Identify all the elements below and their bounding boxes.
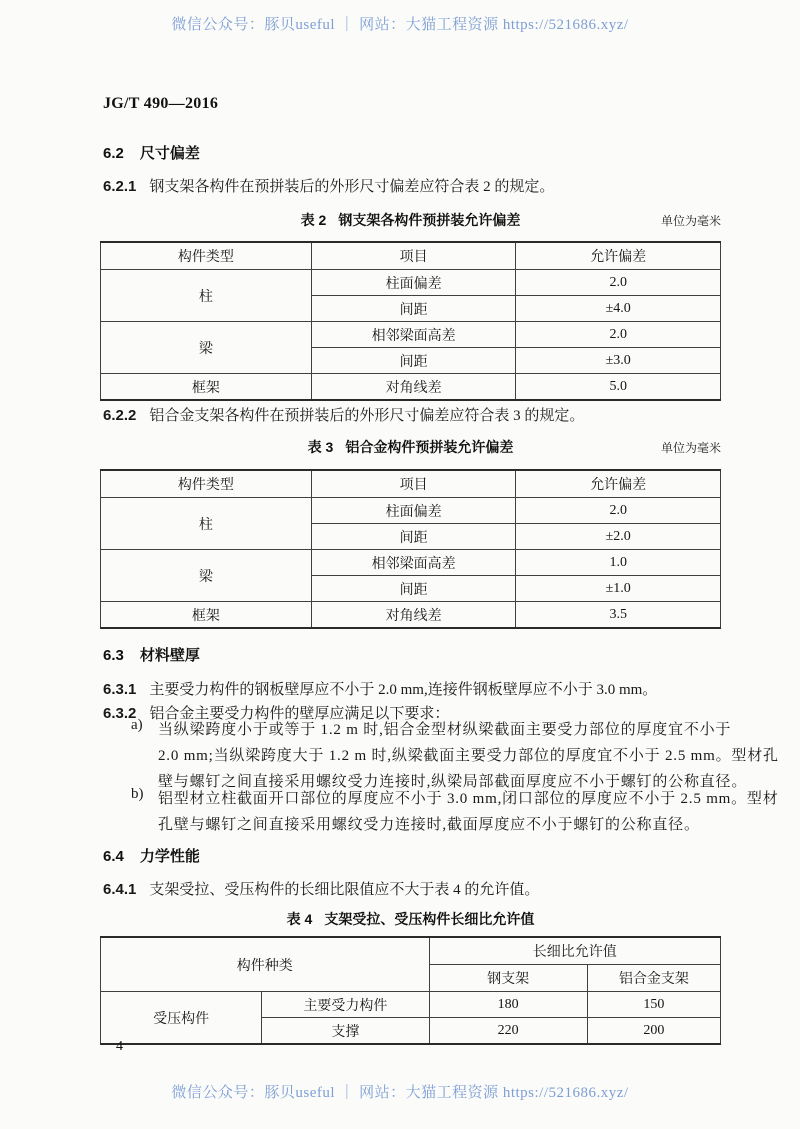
table-cell-item: 相邻梁面高差 [311, 322, 516, 348]
table-cell-value: 2.0 [516, 270, 721, 296]
clause-number: 6.2.1 [103, 178, 137, 195]
table-cell-value: 180 [429, 992, 587, 1018]
table-cell-item: 柱面偏差 [311, 498, 516, 524]
table-cell-type: 梁 [101, 322, 312, 374]
table-2 [100, 241, 721, 401]
list-item-a-text [158, 717, 800, 795]
table-cell-value: 3.5 [516, 602, 721, 629]
table-cell-value: 200 [587, 1018, 720, 1045]
section-number: 6.3 [103, 647, 124, 664]
text-line: 铝型材立柱截面开口部位的厚度应不小于 3.0 mm,闭口部位的厚度应不小于 2.5 mm。型材 [158, 791, 779, 807]
table-2-caption [301, 212, 521, 228]
list-item-a [0, 717, 800, 795]
table-cell-value: 220 [429, 1018, 587, 1045]
table-cell-item: 相邻梁面高差 [311, 550, 516, 576]
table-cell-value: 2.0 [516, 322, 721, 348]
table-cell-item: 对角线差 [311, 602, 516, 629]
clause-text: 钢支架各构件在预拼装后的外形尺寸偏差应符合表 2 的规定。 [149, 179, 555, 195]
section-title: 力学性能 [139, 848, 200, 865]
table-4-caption-label: 表 4 [286, 911, 313, 927]
text-line: 2.0 mm;当纵梁跨度大于 1.2 m 时,纵梁截面主要受力部位的厚度宜不小于 2.5 mm。型材孔 [158, 748, 779, 764]
clause-text: 铝合金主要受力构件的壁厚应满足以下要求： [149, 706, 450, 722]
table-cell-type: 框架 [101, 602, 312, 629]
table-cell-value: ±3.0 [516, 348, 721, 374]
text-line: 当纵梁跨度小于或等于 1.2 m 时,铝合金型材纵梁截面主要受力部位的厚度宜不小于 [158, 722, 732, 738]
table-cell-value: ±2.0 [516, 524, 721, 550]
section-title: 尺寸偏差 [139, 145, 200, 162]
table-3-caption-label: 表 3 [307, 439, 334, 455]
table-header-cell: 钢支架 [429, 965, 587, 992]
table-cell-value: 150 [587, 992, 720, 1018]
table-header-cell: 构件种类 [101, 937, 430, 992]
table-3-caption-row [100, 437, 721, 457]
table-2-caption-label: 表 2 [300, 212, 327, 228]
clause-text: 铝合金支架各构件在预拼装后的外形尺寸偏差应符合表 3 的规定。 [149, 408, 585, 424]
page-number: 4 [116, 1039, 123, 1054]
table-cell-type: 受压构件 [101, 992, 262, 1045]
watermark-header: 微信公众号：豚贝useful ｜ 网站：大猫工程资源 https://521686.xyz/ [171, 17, 629, 33]
clause-6-2-2 [103, 404, 584, 425]
table-cell-value: ±1.0 [516, 576, 721, 602]
table-cell-item: 间距 [311, 524, 516, 550]
doc-number: JG/T 490—2016 [103, 95, 219, 112]
table-cell-value: ±4.0 [516, 296, 721, 322]
table-cell-type: 梁 [101, 550, 312, 602]
table-row [101, 992, 721, 1018]
list-item-a-label: a) [131, 717, 143, 733]
clause-number: 6.4.1 [103, 881, 137, 898]
section-number: 6.2 [103, 145, 124, 162]
table-2-caption-row [100, 210, 721, 230]
section-number: 6.4 [103, 848, 124, 865]
section-heading-6-3 [103, 644, 200, 665]
clause-text: 支架受拉、受压构件的长细比限值应不大于表 4 的允许值。 [149, 882, 540, 898]
clause-text: 主要受力构件的钢板壁厚应不小于 2.0 mm,连接件钢板壁厚应不小于 3.0 mm。 [149, 682, 658, 698]
table-3-unit-note: 单位为毫米 [660, 441, 721, 455]
table-header-cell: 长细比允许值 [429, 937, 720, 965]
watermark-footer: 微信公众号：豚贝useful ｜ 网站：大猫工程资源 https://521686.xyz/ [171, 1085, 629, 1101]
table-header-cell: 铝合金支架 [587, 965, 720, 992]
table-row [101, 374, 721, 401]
table-row [101, 550, 721, 576]
table-header-cell: 构件类型 [101, 242, 312, 270]
table-cell-type: 框架 [101, 374, 312, 401]
table-cell-item: 间距 [311, 348, 516, 374]
clause-number: 6.3.1 [103, 681, 137, 698]
table-row [101, 602, 721, 629]
text-line: 孔壁与螺钉之间直接采用螺纹受力连接时,截面厚度应不小于螺钉的公称直径。 [158, 817, 700, 833]
table-row [101, 498, 721, 524]
table-cell-item: 间距 [311, 576, 516, 602]
table-4-caption-title: 支架受拉、受压构件长细比允许值 [324, 911, 535, 927]
section-heading-6-2 [103, 142, 200, 163]
table-cell-item: 主要受力构件 [262, 992, 429, 1018]
clause-number: 6.3.2 [103, 705, 137, 722]
table-cell-value: 1.0 [516, 550, 721, 576]
table-4 [100, 936, 721, 1045]
clause-number: 6.2.2 [103, 407, 137, 424]
table-row [101, 322, 721, 348]
table-header-cell: 项目 [311, 470, 516, 498]
table-cell-type: 柱 [101, 270, 312, 322]
table-header-cell: 允许偏差 [516, 470, 721, 498]
table-3-caption [308, 439, 514, 455]
table-cell-item: 间距 [311, 296, 516, 322]
section-heading-6-4 [103, 845, 200, 866]
table-header-cell: 允许偏差 [516, 242, 721, 270]
table-cell-value: 5.0 [516, 374, 721, 401]
clause-6-2-1 [103, 175, 554, 196]
table-cell-item: 柱面偏差 [311, 270, 516, 296]
table-header-cell: 项目 [311, 242, 516, 270]
clause-6-4-1 [103, 878, 539, 899]
table-2-unit-note: 单位为毫米 [660, 214, 721, 228]
list-item-b-label: b) [131, 786, 144, 802]
text-line: 壁与螺钉之间直接采用螺纹受力连接时,纵梁局部截面厚度应不小于螺钉的公称直径。 [158, 774, 748, 790]
table-cell-value: 2.0 [516, 498, 721, 524]
section-title: 材料壁厚 [139, 647, 200, 664]
table-4-caption-row [100, 909, 721, 929]
table-header-cell: 构件类型 [101, 470, 312, 498]
table-3-caption-title: 铝合金构件预拼装允许偏差 [345, 439, 514, 455]
table-row [101, 270, 721, 296]
table-3 [100, 469, 721, 629]
clause-6-3-1 [103, 678, 657, 699]
table-cell-type: 柱 [101, 498, 312, 550]
table-cell-item: 支撑 [262, 1018, 429, 1045]
list-item-b-text [158, 786, 800, 838]
table-cell-item: 对角线差 [311, 374, 516, 401]
table-4-caption [287, 911, 535, 927]
table-2-caption-title: 钢支架各构件预拼装允许偏差 [338, 212, 521, 228]
list-item-b [0, 786, 800, 838]
